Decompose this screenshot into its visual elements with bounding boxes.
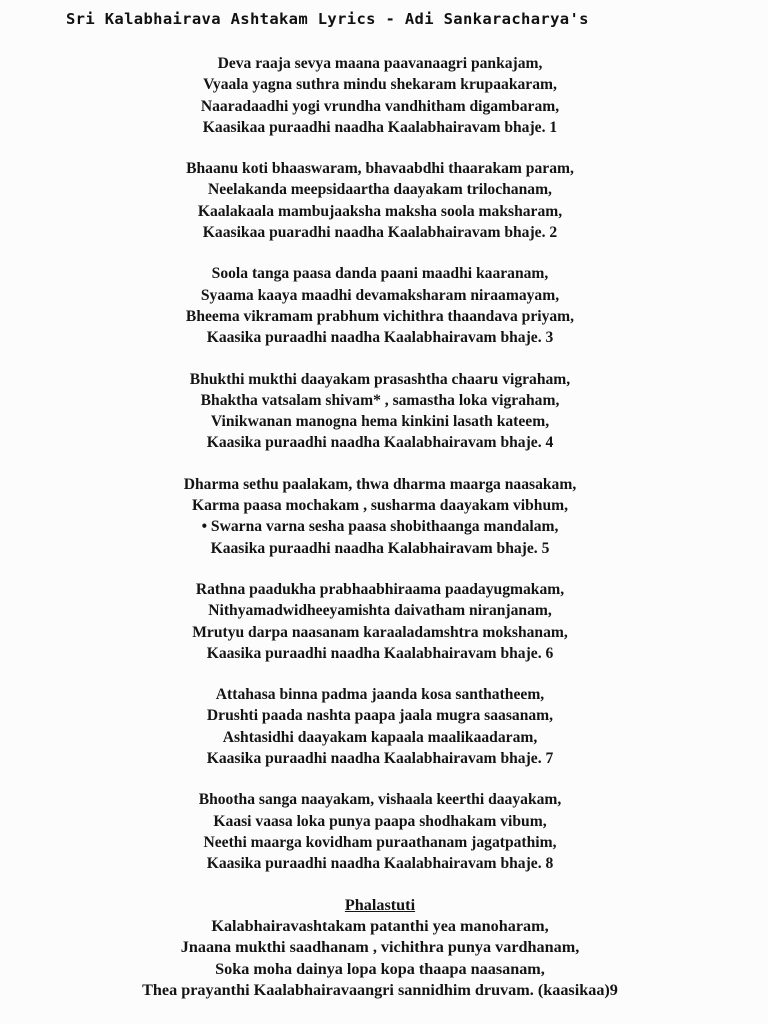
verse-line: Vinikwanan manogna hema kinkini lasath kateem, xyxy=(210,413,550,431)
phalastuti-line: Thea prayanthi Kaalabhairavaangri sannidhim druvam. (kaasikaa)9 xyxy=(142,980,618,999)
page-title: Sri Kalabhairava Ashtakam Lyrics - Adi Sankaracharya's xyxy=(66,10,589,28)
verse-line: Dharma sethu paalakam, thwa dharma maarga naasakam, xyxy=(183,475,577,493)
verse-line: Kaasika puraadhi naadha Kaalabhairavam bhaje. 8 xyxy=(206,855,554,873)
verse-line: Kaasika puraadhi naadha Kalabhairavam bhaje. 5 xyxy=(210,539,550,557)
verse-line: Bheema vikramam prabhum vichithra thaandava priyam, xyxy=(185,307,575,325)
verse-line: Drushti paada nashta paapa jaala mugra saasanam, xyxy=(206,707,554,725)
verse-line: Kaalakaala mambujaaksha maksha soola maksharam, xyxy=(197,202,563,220)
phalastuti-line: Jnaana mukthi saadhanam , vichithra punya vardhanam, xyxy=(180,938,580,957)
verse-line: Attahasa binna padma jaanda kosa santhatheem, xyxy=(215,686,545,704)
verse-1 xyxy=(120,53,640,138)
verse-line: Mrutyu darpa naasanam karaaladamshtra mokshanam, xyxy=(192,623,568,641)
verse-2 xyxy=(120,158,640,243)
verse-line: Kaasikaa puaradhi naadha Kaalabhairavam bhaje. 2 xyxy=(202,224,558,242)
verse-3 xyxy=(120,263,640,348)
verse-line: Bhootha sanga naayakam, vishaala keerthi daayakam, xyxy=(198,791,562,809)
verse-line: Neethi maarga kovidham puraathanam jagatpathim, xyxy=(203,833,557,851)
verse-line: Ashtasidhi daayakam kapaala maalikaadaram, xyxy=(222,728,538,746)
verse-line: Kaasika puraadhi naadha Kaalabhairavam bhaje. 6 xyxy=(206,644,554,662)
verse-line: Kaasi vaasa loka punya paapa shodhakam vibum, xyxy=(213,812,547,830)
verse-line: Neelakanda meepsidaartha daayakam trilochanam, xyxy=(208,181,552,199)
verse-line: Vyaala yagna suthra mindu shekaram krupaakaram, xyxy=(203,76,557,94)
verse-line: Kaasika puraadhi naadha Kaalabhairavam bhaje. 7 xyxy=(206,750,554,768)
verse-7 xyxy=(120,684,640,769)
verse-line: • Swarna varna sesha paasa shobithaanga mandalam, xyxy=(201,518,559,536)
verse-line: Soola tanga paasa danda paani maadhi kaaranam, xyxy=(211,265,549,283)
verse-line: Bhaktha vatsalam shivam* , samastha loka vigraham, xyxy=(200,391,560,409)
verse-line: Bhukthi mukthi daayakam prasashtha chaaru vigraham, xyxy=(189,370,571,388)
phalastuti-line: Soka moha dainya lopa kopa thaapa naasanam, xyxy=(215,959,545,978)
verse-5 xyxy=(120,474,640,559)
verse-8 xyxy=(120,789,640,874)
verse-6 xyxy=(120,579,640,664)
verse-line: Bhaanu koti bhaaswaram, bhavaabdhi thaarakam param, xyxy=(186,160,574,178)
verse-line: Nithyamadwidheeyamishta daivatham niranjanam, xyxy=(208,602,552,620)
phalastuti-heading: Phalastuti xyxy=(344,896,416,914)
verse-line: Kaasikaa puraadhi naadha Kaalabhairavam bhaje. 1 xyxy=(202,118,558,136)
poem-body xyxy=(120,53,640,895)
verse-line: Karma paasa mochakam , susharma daayakam vibhum, xyxy=(191,497,569,515)
verse-line: Rathna paadukha prabhaabhiraama paadayugmakam, xyxy=(195,580,565,598)
verse-line: Naaradaadhi yogi vrundha vandhitham digambaram, xyxy=(200,97,560,115)
verse-line: Kaasika puraadhi naadha Kaalabhairavam bhaje. 3 xyxy=(206,329,554,347)
phalastuti-section xyxy=(100,894,660,1001)
verse-4 xyxy=(120,369,640,454)
verse-line: Kaasika puraadhi naadha Kaalabhairavam bhaje. 4 xyxy=(206,434,554,452)
verse-line: Syaama kaaya maadhi devamaksharam niraamayam, xyxy=(200,286,560,304)
verse-line: Deva raaja sevya maana paavanaagri pankajam, xyxy=(217,55,543,72)
phalastuti-line: Kalabhairavashtakam patanthi yea manoharam, xyxy=(211,917,549,935)
